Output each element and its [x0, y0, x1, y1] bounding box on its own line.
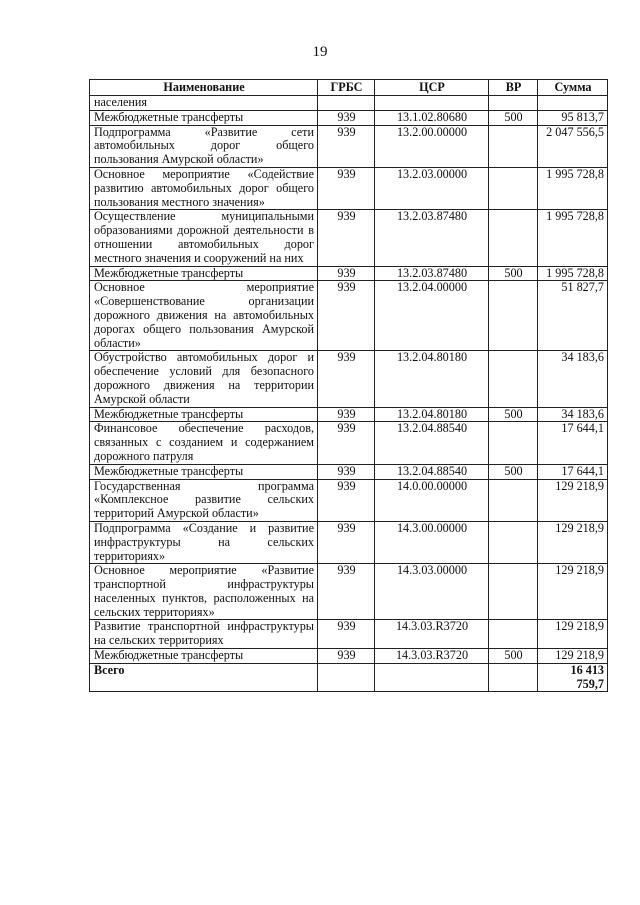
cell-grbs: 939: [318, 521, 375, 563]
cell-name: населения: [90, 96, 318, 111]
cell-name: Подпрограмма «Развитие сети автомобильных дорог общего пользования Амурской области»: [90, 125, 318, 167]
total-sum: 16 413 759,7: [538, 663, 608, 692]
total-vr: [489, 663, 538, 692]
cell-sum: 129 218,9: [538, 649, 608, 664]
cell-vr: 500: [489, 266, 538, 281]
table-row: [90, 649, 608, 664]
cell-grbs: 939: [318, 281, 375, 351]
table-row: [90, 167, 608, 209]
cell-grbs: 939: [318, 110, 375, 125]
cell-name: Подпрограмма «Создание и развитие инфраструктуры на сельских территориях»: [90, 521, 318, 563]
table-row: [90, 110, 608, 125]
cell-vr: [489, 620, 538, 649]
cell-sum: 1 995 728,8: [538, 266, 608, 281]
cell-csr: 13.2.04.00000: [375, 281, 489, 351]
cell-grbs: 939: [318, 620, 375, 649]
cell-vr: [489, 96, 538, 111]
cell-sum: 34 183,6: [538, 407, 608, 422]
cell-name: Межбюджетные трансферты: [90, 266, 318, 281]
cell-csr: 14.3.03.R3720: [375, 620, 489, 649]
cell-vr: [489, 125, 538, 167]
cell-sum: 129 218,9: [538, 564, 608, 620]
cell-sum: [538, 96, 608, 111]
cell-csr: 13.2.04.88540: [375, 464, 489, 479]
cell-csr: 13.2.04.80180: [375, 407, 489, 422]
cell-vr: [489, 521, 538, 563]
cell-grbs: 939: [318, 167, 375, 209]
cell-name: Основное мероприятие «Развитие транспортной инфраструктуры населенных пунктов, расположенных на сельских территориях»: [90, 564, 318, 620]
cell-csr: 13.1.02.80680: [375, 110, 489, 125]
table-row: [90, 407, 608, 422]
cell-grbs: 939: [318, 564, 375, 620]
cell-vr: [489, 479, 538, 521]
cell-name: Обустройство автомобильных дорог и обеспечение условий для безопасного дорожного движения на территории Амурской области: [90, 351, 318, 407]
table-row: [90, 521, 608, 563]
cell-grbs: 939: [318, 407, 375, 422]
header-grbs: ГРБС: [318, 80, 375, 96]
table-row: [90, 620, 608, 649]
cell-grbs: 939: [318, 479, 375, 521]
page-number: 19: [312, 44, 328, 60]
cell-vr: [489, 167, 538, 209]
cell-csr: [375, 96, 489, 111]
cell-grbs: 939: [318, 210, 375, 266]
cell-grbs: 939: [318, 649, 375, 664]
table-footer: [90, 663, 608, 692]
table-header: [90, 80, 608, 96]
cell-name: Осуществление муниципальными образованиями дорожной деятельности в отношении автомобильных дорог местного значения и сооружений на них: [90, 210, 318, 266]
cell-name: Межбюджетные трансферты: [90, 407, 318, 422]
cell-csr: 13.2.03.87480: [375, 210, 489, 266]
table-row: [90, 351, 608, 407]
table-row: [90, 564, 608, 620]
cell-sum: 1 995 728,8: [538, 167, 608, 209]
cell-vr: 500: [489, 407, 538, 422]
table-row: [90, 479, 608, 521]
total-csr: [375, 663, 489, 692]
table-row: [90, 266, 608, 281]
cell-grbs: 939: [318, 464, 375, 479]
cell-csr: 13.2.04.80180: [375, 351, 489, 407]
total-row: [90, 663, 608, 692]
header-vr: ВР: [489, 80, 538, 96]
cell-sum: 129 218,9: [538, 620, 608, 649]
cell-csr: 13.2.04.88540: [375, 422, 489, 464]
table-row: [90, 464, 608, 479]
cell-name: Основное мероприятие «Совершенствование организации дорожного движения на автомобильных дорогах общего пользования Амурской области»: [90, 281, 318, 351]
header-name: Наименование: [90, 80, 318, 96]
cell-sum: 95 813,7: [538, 110, 608, 125]
cell-name: Межбюджетные трансферты: [90, 464, 318, 479]
cell-name: Межбюджетные трансферты: [90, 110, 318, 125]
cell-grbs: 939: [318, 125, 375, 167]
cell-vr: [489, 210, 538, 266]
cell-sum: 2 047 556,5: [538, 125, 608, 167]
cell-sum: 1 995 728,8: [538, 210, 608, 266]
cell-vr: [489, 422, 538, 464]
total-grbs: [318, 663, 375, 692]
cell-vr: 500: [489, 464, 538, 479]
cell-csr: 13.2.03.87480: [375, 266, 489, 281]
cell-name: Межбюджетные трансферты: [90, 649, 318, 664]
cell-csr: 14.3.03.00000: [375, 564, 489, 620]
table-row: [90, 281, 608, 351]
cell-vr: [489, 564, 538, 620]
cell-csr: 14.3.00.00000: [375, 521, 489, 563]
cell-grbs: 939: [318, 422, 375, 464]
cell-grbs: 939: [318, 266, 375, 281]
cell-vr: 500: [489, 649, 538, 664]
table-body: [90, 96, 608, 664]
cell-name: Основное мероприятие «Содействие развитию автомобильных дорог общего пользования местного значения»: [90, 167, 318, 209]
cell-sum: 17 644,1: [538, 464, 608, 479]
table-row: [90, 125, 608, 167]
cell-sum: 129 218,9: [538, 521, 608, 563]
cell-vr: 500: [489, 110, 538, 125]
cell-sum: 34 183,6: [538, 351, 608, 407]
cell-sum: 17 644,1: [538, 422, 608, 464]
cell-csr: 14.0.00.00000: [375, 479, 489, 521]
cell-csr: 13.2.03.00000: [375, 167, 489, 209]
cell-name: Финансовое обеспечение расходов, связанных с созданием и содержанием дорожного патруля: [90, 422, 318, 464]
table-row: [90, 210, 608, 266]
header-sum: Сумма: [538, 80, 608, 96]
cell-sum: 51 827,7: [538, 281, 608, 351]
table-row: [90, 96, 608, 111]
cell-name: Развитие транспортной инфраструктуры на сельских территориях: [90, 620, 318, 649]
header-row: [90, 80, 608, 96]
cell-grbs: [318, 96, 375, 111]
budget-table: [89, 79, 608, 692]
header-csr: ЦСР: [375, 80, 489, 96]
cell-csr: 13.2.00.00000: [375, 125, 489, 167]
cell-csr: 14.3.03.R3720: [375, 649, 489, 664]
table-row: [90, 422, 608, 464]
cell-vr: [489, 281, 538, 351]
cell-name: Государственная программа «Комплексное развитие сельских территорий Амурской области»: [90, 479, 318, 521]
total-label: Всего: [90, 663, 318, 692]
cell-vr: [489, 351, 538, 407]
cell-grbs: 939: [318, 351, 375, 407]
cell-sum: 129 218,9: [538, 479, 608, 521]
